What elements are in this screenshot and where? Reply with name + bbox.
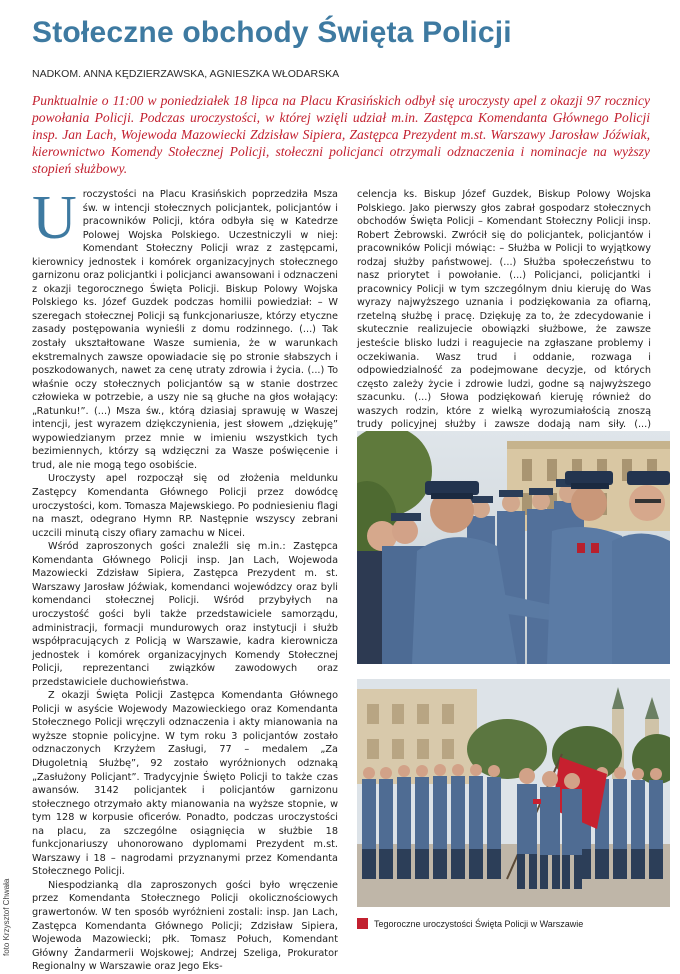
caption-marker	[357, 918, 368, 929]
paragraph-2: Uroczysty apel rozpoczął się od złożenia meldunku Zastępcy Komendanta Głównego Policji przez dowódcę uroczystości, kom. Tomasza Majewskiego. Po podniesieniu flagi na maszt, odegrano Hymn RP. Następnie wszyscy zebrani uczcili minutą ciszy ofiary zamachu w Nicei.	[32, 473, 338, 539]
paragraph-continued-text: celencja ks. Biskup Józef Guzdek, Biskup Polowy Wojska Polskiego. Jako pierwszy głos zabrał gospodarz stołecznych obchodów Święta Policji – Komendant Stołeczny Policji insp. Robert Żebrowski. Zwrócił się do policjantek, policjantów i pracowników Policji mówiąc: – Służba w Policji to wyjątkowy rodzaj służby państwowej. (...) Służba społeczeństwu to nasz priorytet i powołanie. (...) Policjanci, policjantki i pracownicy Policji w tym szczególnym dniu kieruję do Was wyrazy najwyższego uznania i podziękowania za ofiarną, rzetelną służbę i pracę. Dziękuję za to, że zdecydowanie i skutecznie realizujecie obowiązki służbowe, że zawsze jesteście blisko ludzi i reagujecie na zgłaszane problemy i oczekiwania. Wasz trud i oddanie, rozwaga i odpowiedzialność za podejmowane decyzje, od których często zależy życie i zdrowie ludzi, godne są najwyższego szacunku. (...) Słowa podziękowań kieruję również do waszych rodzin, które z wielką wyrozumiałością znoszą trudy policyjnej służby i zawsze dodają nam siły. (...)	[357, 189, 651, 431]
article-column-left	[32, 184, 338, 974]
paragraph-continued	[357, 188, 651, 445]
paragraph-4: Z okazji Święta Policji Zastępca Komendanta Głównego Policji w asyście Wojewody Mazowieckiego oraz Komendanta Stołecznego Policji wręczyli odznaczenia i akty mianowania na wyższe stopnie policyjne. W tym roku 3 policjantów zostało odznaczonych Krzyżem Zasługi, 77 – medalem „Za Długoletnią Służbę”, 92 zostało wyróżnionych odznaką „Zasłużony Policjant”. Tradycyjnie Święto Policji to także czas awansów. 3142 policjantek i policjantów garnizonu stołecznego otrzymało akty mianowania na wyższe stopnie, w tym 128 w korpusie oficerów. Ponadto, podczas uroczystości na placu, za szczególne osiągnięcia w służbie 18 funkcjonariuszy uhonorowano dyplomami Prezydent m.st. Warszawy i 18 – nagrodami przyznanymi przez Komendanta Stołecznego Policji.	[32, 690, 338, 878]
photo-caption	[357, 918, 583, 929]
paragraph-1-text: roczystości na Placu Krasińskich poprzedziła Msza św. w intencji stołecznych policjantek, policjantów i pracowników Policji, która odbyła się w Katedrze Polowej Wojska Polskiego. Uczestniczyli w niej: Komendant Stołeczny Policji wraz z zastępcami, kierownicy jednostek i komórek organizacyjnych stołecznego garnizonu oraz policjantki i policjanci awansowani i odznaczeni z okazji tegorocznego Święta Policji. Biskup Polowy Wojska Polskiego ks. Józef Guzdek podczas homilii powiedział: – W szeregach stołecznej Policji są funkcjonariusze, którzy etyczne zasady postępowania wynieśli z domu rodzinnego. (...) Tak zostały ukształtowane Wasze sumienia, że w warunkach ekstremalnych zawsze opowiadacie się po stronie słabszych i poszkodowanych, nawet za cenę utraty zdrowia i życia. (...) To właśnie oczy stołecznych policjantów są w stanie dostrzec człowieka w potrzebie, a uszy nie są głuche na głos wołający: „Ratunku!”. (...) Msza św., którą dziasiaj sprawuję w Waszej intencji, jest wyrazem dziękczynienia, jest słowem „dziękuję” wypowiedzianym przez mnie w imieniu wszystkich tych bezimiennych, którzy są wdzięczni za Wasze poświęcenie i trud, ale nie mogą tego osobiście.	[32, 189, 338, 471]
photo-parade	[357, 679, 670, 907]
drop-cap: U	[32, 184, 77, 252]
article-title: Stołeczne obchody Święta Policji	[32, 16, 512, 49]
caption-text: Tegoroczne uroczystości Święta Policji w Warszawie	[374, 918, 584, 929]
paragraph-3: Wśród zaproszonych gości znaleźli się m.in.: Zastępca Komendanta Głównego Policji insp. Jan Lach, Wojewoda Mazowiecki Zdzisław Sipiera, Zastępca Prezydent m. st. Warszawy Jarosław Jóźwiak, komendanci wojewódzcy oraz byli komendanci stołecznej Policji. Wśród przybyłych na uroczystość gości byli także przedstawiciele samorządu, administracji, formacji mundurowych oraz instytucji i służb współpracujących z Policją w Warszawie, kadra kierownicza jednostek i komórek organizacyjnych Komendy Stołecznej Policji, reprezentanci związków zawodowych oraz przedstawiciele duchowieństwa.	[32, 541, 338, 688]
article-lead: Punktualnie o 11:00 w poniedziałek 18 lipca na Placu Krasińskich odbył się uroczysty apel z okazji 97 rocznicy powołania Policji. Podczas uroczystości, w której wzięli udział m.in. Zastępca Komendanta Głównego Policji insp. Jan Lach, Wojewoda Mazowiecki Zdzisław Sipiera, Zastępca Prezydent m.st. Warszawy Jarosław Jóźwiak, kierownictwo Komendy Stołecznej Policji, stołeczni policjanci otrzymali odznaczenia i nominacje na wyższy stopień służbowy.	[32, 93, 650, 176]
article-authors: NADKOM. ANNA KĘDZIERZAWSKA, AGNIESZKA WŁODARSKA	[32, 68, 340, 80]
photo-credit: foto Krzysztof Chwała	[2, 878, 11, 956]
paragraph-1	[32, 184, 338, 472]
paragraph-5: Niespodzianką dla zaproszonych gości było wręczenie przez Komendanta Stołecznego Policji okolicznościowych grawertonów. W ten sposób wyróżnieni zostali: insp. Jan Lach, Zastępca Komendanta Głównego Policji; Zdzisław Sipiera, Wojewoda Mazowiecki; płk. Tomasz Połuch, Komendant Główny Żandarmerii Wojskowej; Andrzej Szeliga, Prokurator Regionalny w Warszawie oraz Jego Eks-	[32, 879, 338, 973]
photo-award-ceremony	[357, 431, 670, 664]
article-column-right	[357, 188, 651, 445]
